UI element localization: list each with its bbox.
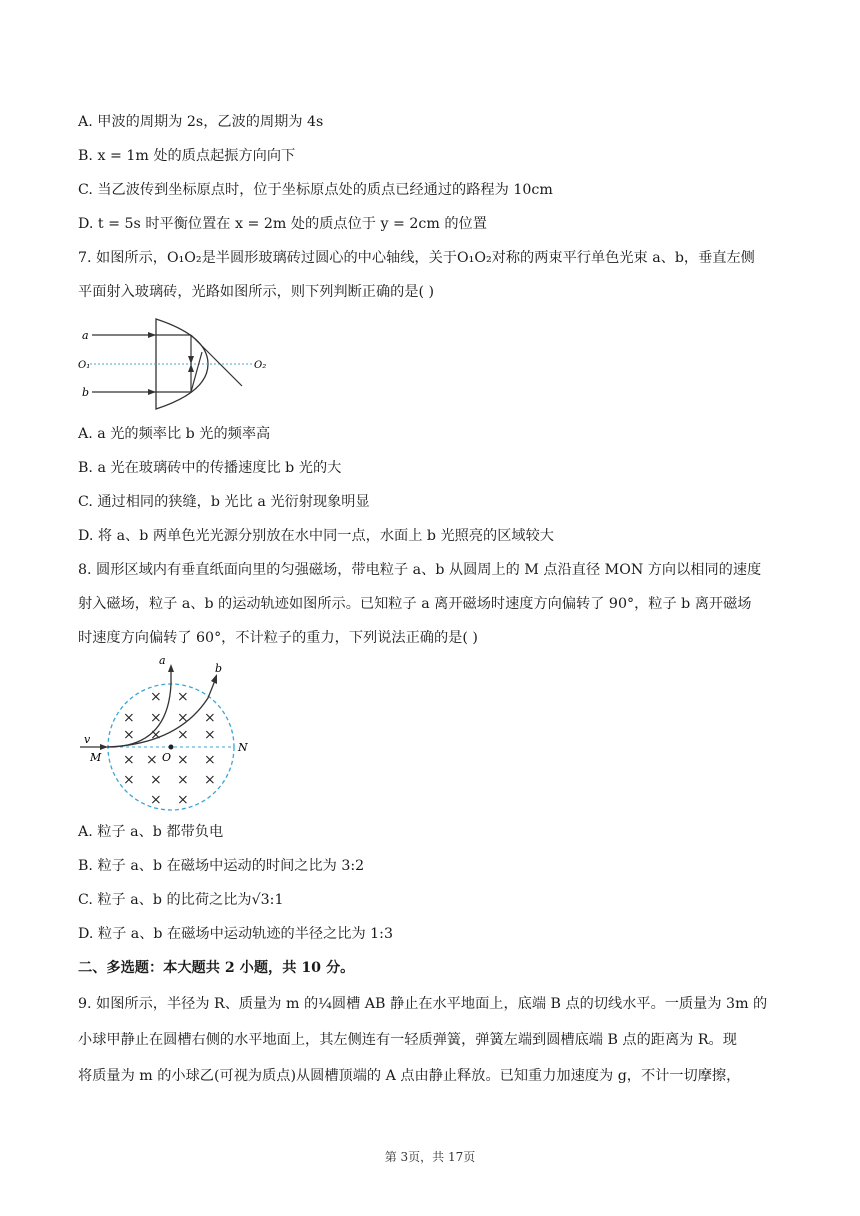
q8-label-b: b: [215, 662, 223, 675]
svg-text:×: ×: [150, 710, 162, 726]
svg-text:×: ×: [177, 752, 189, 768]
q8-option-d: D. 粒子 a、b 在磁场中运动轨迹的半径之比为 1:3: [78, 926, 393, 942]
section-title-multiple-choice: 二、多选题：本大题共 2 小题，共 10 分。: [78, 960, 355, 976]
q7-label-o1: O₁: [78, 360, 91, 371]
svg-text:×: ×: [123, 772, 135, 788]
q9-line2: 小球甲静止在圆槽右侧的水平地面上，其左侧连有一轻质弹簧，弹簧左端到圆槽底端 B 点的距离为 R。现: [78, 1032, 737, 1048]
svg-text:×: ×: [177, 689, 189, 705]
q7-glass-brick-figure: [78, 314, 278, 414]
q6-option-d: D. t = 5s 时平衡位置在 x = 2m 处的质点位于 y = 2cm 的位置: [78, 216, 487, 232]
q9-line3: 将质量为 m 的小球乙(可视为质点)从圆槽顶端的 A 点由静止释放。已知重力加速度为 g，不计一切摩擦，: [78, 1068, 741, 1084]
q8-stem-line1: 8. 圆形区域内有垂直纸面向里的匀强磁场，带电粒子 a、b 从圆周上的 M 点沿直径 MON 方向以相同的速度: [78, 562, 762, 578]
q6-option-c: C. 当乙波传到坐标原点时，位于坐标原点处的质点已经通过的路程为 10cm: [78, 182, 553, 198]
q6-option-a: A. 甲波的周期为 2s，乙波的周期为 4s: [78, 114, 324, 130]
center-point-o: [169, 745, 174, 750]
svg-text:×: ×: [177, 710, 189, 726]
q7-option-a: A. a 光的频率比 b 光的频率高: [78, 426, 271, 442]
svg-text:×: ×: [146, 752, 158, 768]
q9-line1: 9. 如图所示，半径为 R、质量为 m 的¼圆槽 AB 静止在水平地面上，底端 B 点的切线水平。一质量为 3m 的: [78, 996, 768, 1012]
q8-magnetic-field-figure: [78, 656, 258, 816]
q8-label-o: O: [162, 751, 172, 764]
q7-option-c: C. 通过相同的狭缝，b 光比 a 光衍射现象明显: [78, 494, 370, 510]
q6-option-b: B. x = 1m 处的质点起振方向向下: [78, 148, 296, 164]
svg-text:×: ×: [204, 727, 216, 743]
q7-option-d: D. 将 a、b 两单色光光源分别放在水中同一点，水面上 b 光照亮的区域较大: [78, 528, 554, 544]
q7-stem-line2: 平面射入玻璃砖，光路如图所示，则下列判断正确的是( ): [78, 284, 435, 300]
svg-text:×: ×: [150, 772, 162, 788]
q8-option-c: C. 粒子 a、b 的比荷之比为√3:1: [78, 892, 284, 908]
q8-label-n: N: [238, 741, 248, 754]
svg-text:×: ×: [150, 689, 162, 705]
page-footer: 第 3页，共 17页: [384, 1150, 476, 1164]
svg-text:×: ×: [204, 752, 216, 768]
q8-label-a: a: [159, 656, 166, 667]
q7-label-a: a: [82, 329, 89, 342]
q7-label-o2: O₂: [254, 360, 267, 371]
svg-text:×: ×: [177, 772, 189, 788]
q8-label-v: v: [84, 733, 91, 746]
svg-text:×: ×: [123, 727, 135, 743]
q7-stem-line1: 7. 如图所示，O₁O₂是半圆形玻璃砖过圆心的中心轴线，关于O₁O₂对称的两束平行单色光束 a、b，垂直左侧: [78, 250, 755, 266]
q8-stem-line3: 时速度方向偏转了 60°，不计粒子的重力，下列说法正确的是( ): [78, 630, 478, 646]
svg-text:×: ×: [177, 792, 189, 808]
q8-stem-line2: 射入磁场，粒子 a、b 的运动轨迹如图所示。已知粒子 a 离开磁场时速度方向偏转了 90°，粒子 b 离开磁场: [78, 596, 752, 612]
q8-option-a: A. 粒子 a、b 都带负电: [78, 824, 224, 840]
svg-text:×: ×: [150, 727, 162, 743]
q7-label-b: b: [82, 386, 90, 399]
svg-text:×: ×: [204, 772, 216, 788]
q8-option-b: B. 粒子 a、b 在磁场中运动的时间之比为 3:2: [78, 858, 365, 874]
svg-text:×: ×: [123, 752, 135, 768]
svg-text:×: ×: [123, 710, 135, 726]
q8-label-m: M: [90, 751, 102, 764]
svg-text:×: ×: [204, 710, 216, 726]
svg-text:×: ×: [177, 727, 189, 743]
q7-option-b: B. a 光在玻璃砖中的传播速度比 b 光的大: [78, 460, 342, 476]
svg-text:×: ×: [150, 792, 162, 808]
